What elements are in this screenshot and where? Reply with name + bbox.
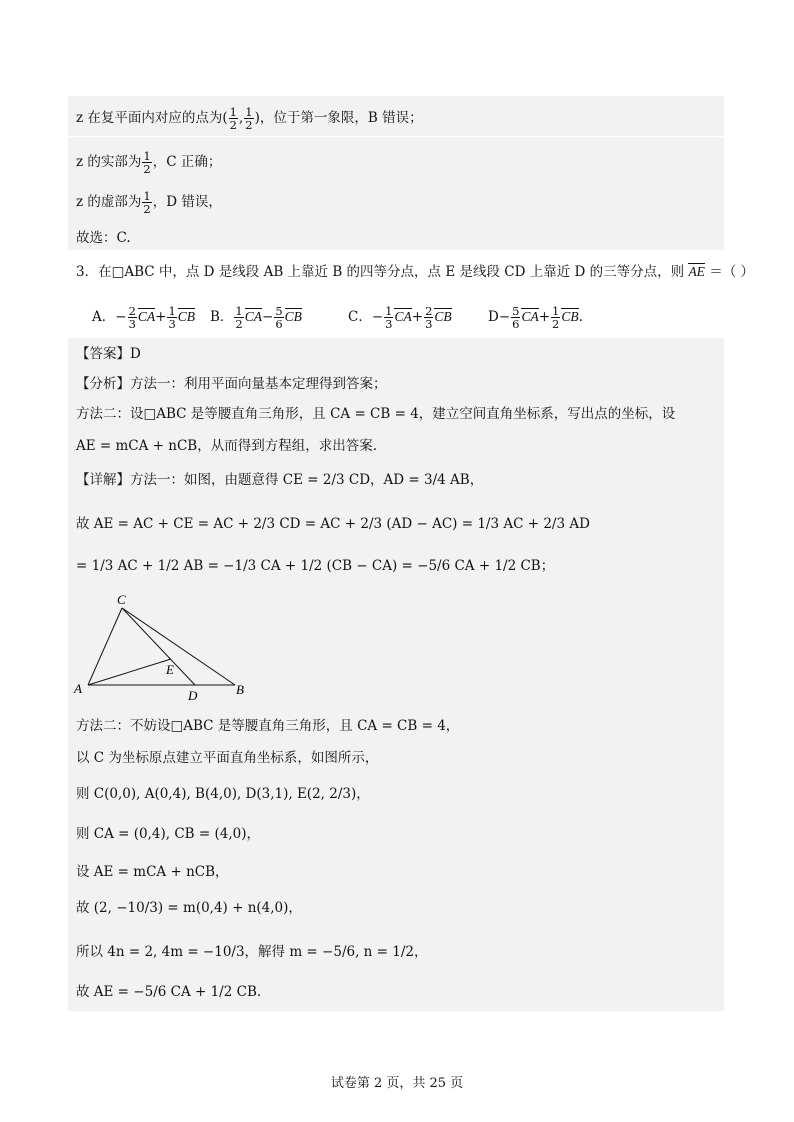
detail-line-3: = 1/3 AC + 1/2 AB = −1/3 CA + 1/2 (CB − CA) = −5/6 CA + 1/2 CB；	[76, 558, 555, 574]
method2-line-6: 故 (2, −10/3) = m(0,4) + n(4,0)，	[76, 900, 302, 916]
method2-line-8: 故 AE = −5/6 CA + 1/2 CB.	[76, 984, 262, 1000]
detail-line-2: 故 AE = AC + CE = AC + 2/3 CD = AC + 2/3 (AD − AC) = 1/3 AC + 2/3 AD	[76, 516, 590, 532]
option-c[interactable]: C．− $\frac{1}{3}$ CA+ $\frac{2}{3}$ CB	[348, 304, 452, 331]
analysis-line-1: 【分析】方法一：利用平面向量基本定理得到答案；	[76, 376, 387, 392]
option-a[interactable]: A．− $\frac{2}{3}$ CA+ $\frac{1}{3}$ CB	[92, 304, 196, 331]
method2-line-7: 所以 4n = 2, 4m = −10/3，解得 m = −5/6, n = 1/2，	[76, 944, 428, 960]
analysis-line-3: AE = mCA + nCB，从而得到方程组，求出答案.	[76, 438, 378, 454]
option-d[interactable]: D− $\frac{5}{6}$ CA+ $\frac{1}{2}$ CB.	[488, 304, 583, 331]
label-c: C	[117, 592, 126, 607]
page-footer: 试卷第 2 页，共 25 页	[330, 1076, 464, 1091]
prev-line-3: z 的虚部为 $\frac{1}{2}$ ，D 错误，	[76, 189, 222, 216]
answer: 【答案】D	[76, 346, 141, 362]
method2-line-2: 以 C 为坐标原点建立平面直角坐标系，如图所示，	[76, 750, 379, 766]
triangle-figure	[70, 592, 270, 702]
label-a: A	[74, 681, 82, 696]
label-e: E	[166, 662, 174, 677]
method2-line-3: 则 C(0,0), A(0,4), B(4,0), D(3,1), E(2, 2/3)，	[76, 786, 370, 802]
analysis-line-2: 方法二：设□ABC 是等腰直角三角形，且 CA = CB = 4，建立空间直角坐标系，写出点的坐标，设	[76, 406, 676, 422]
prev-line-2: z 的实部为 $\frac{1}{2}$ ，C 正确；	[76, 149, 222, 176]
method2-line-5: 设 AE = mCA + nCB，	[76, 864, 229, 880]
detail-line-1: 【详解】方法一：如图，由题意得 CE = 2/3 CD，AD = 3/4 AB，	[76, 472, 484, 488]
label-d: D	[188, 688, 198, 702]
prev-line-4: 故选：C.	[76, 230, 131, 246]
prev-line-1: z 在复平面内对应的点为( $\frac{1}{2}$ , $\frac{1}{2}$ )，位于第一象限，B 错误；	[76, 105, 423, 132]
question-stem: 3．在□ABC 中，点 D 是线段 AB 上靠近 B 的四等分点，点 E 是线段 CD 上靠近 D 的三等分点，则 AE ＝（ ）	[76, 264, 755, 280]
label-b: B	[236, 682, 244, 697]
method2-line-4: 则 CA = (0,4), CB = (4,0)，	[76, 826, 260, 842]
method2-line-1: 方法二：不妨设□ABC 是等腰直角三角形，且 CA = CB = 4，	[76, 718, 460, 734]
option-b[interactable]: B． $\frac{1}{2}$ CA− $\frac{5}{6}$ CB	[210, 304, 302, 331]
